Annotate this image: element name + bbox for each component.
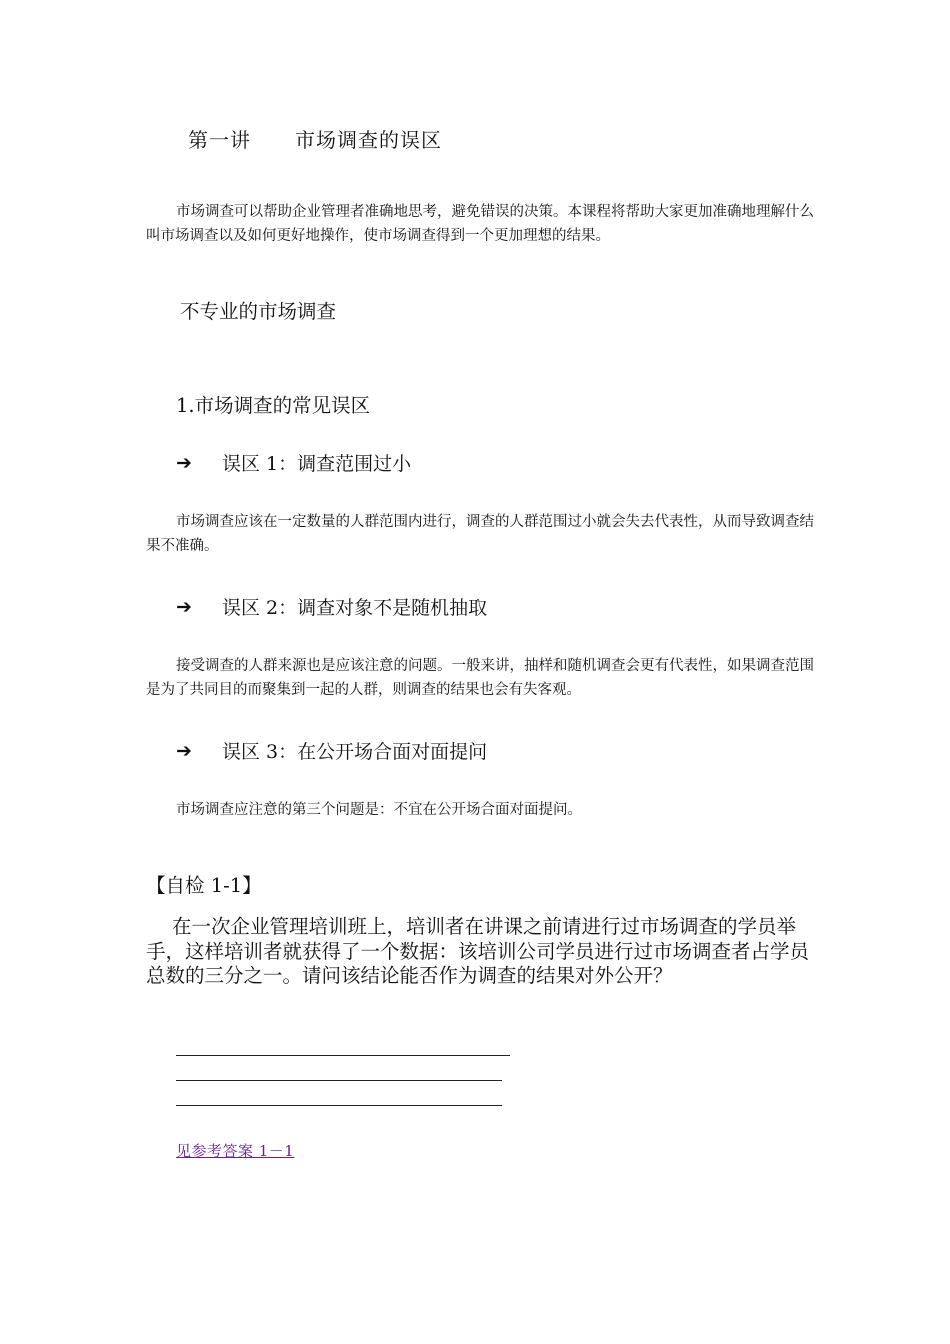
myth-heading-label: 误区 1：调查范围过小 [222,453,412,475]
myth-body-2: 接受调查的人群来源也是应该注意的问题。一般来讲，抽样和随机调查会更有代表性，如果调查范围是为了共同目的而聚集到一起的人群，则调查的结果也会有失客观。 [146,658,814,698]
myth-body-3: 市场调查应注意的第三个问题是：不宜在公开场合面对面提问。 [176,802,582,818]
right-arrow-icon: ➔ [176,451,192,474]
right-arrow-icon: ➔ [176,595,192,618]
lecture-number: 第一讲 [188,128,251,152]
answer-blank-line-3[interactable] [176,1105,502,1106]
reference-answer-link[interactable]: 见参考答案 1－1 [176,1142,295,1160]
myth-heading-label: 误区 2：调查对象不是随机抽取 [222,597,488,619]
answer-blank-line-1[interactable] [176,1055,510,1056]
myth-body-1: 市场调查应该在一定数量的人群范围内进行，调查的人群范围过小就会失去代表性，从而导致调查结果不准确。 [146,514,814,554]
myth-heading-1 [176,449,411,476]
answer-blank-line-2[interactable] [176,1080,502,1081]
myth-heading-2 [176,593,487,620]
lecture-topic: 市场调查的误区 [295,128,442,152]
sub-heading: 1.市场调查的常见误区 [176,394,371,417]
lecture-title [188,124,442,153]
myth-heading-3 [176,737,487,764]
self-check-title: 【自检 1-1】 [146,874,262,897]
self-check-question: 在一次企业管理培训班上，培训者在讲课之前请进行过市场调查的学员举手，这样培训者就获得了一个数据：该培训公司学员进行过市场调查者占学员总数的三分之一。请问该结论能否作为调查的结果对外公开？ [146,915,810,987]
myth-heading-label: 误区 3：在公开场合面对面提问 [222,741,488,763]
right-arrow-icon: ➔ [176,739,192,762]
section-heading: 不专业的市场调查 [180,300,337,323]
intro-paragraph: 市场调查可以帮助企业管理者准确地思考，避免错误的决策。本课程将帮助大家更加准确地理解什么叫市场调查以及如何更好地操作，使市场调查得到一个更加理想的结果。 [146,204,814,244]
